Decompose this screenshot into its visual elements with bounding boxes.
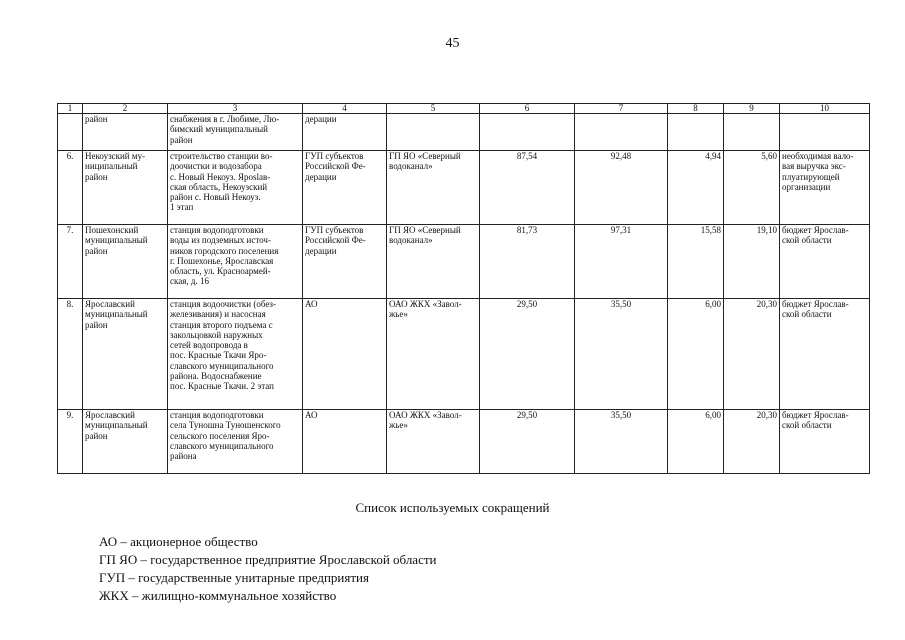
- column-header: 10: [780, 104, 870, 114]
- value-col9: [724, 114, 780, 151]
- value-col8: 4,94: [668, 151, 724, 225]
- value-col6: 81,73: [480, 225, 575, 299]
- district-cell: Некоузский му- ниципальный район: [83, 151, 168, 225]
- funding-source-cell: [780, 114, 870, 151]
- column-header: 8: [668, 104, 724, 114]
- value-col7: 35,50: [575, 410, 668, 474]
- value-col9: 20,30: [724, 299, 780, 410]
- value-col7: [575, 114, 668, 151]
- table-row: [58, 151, 870, 225]
- value-col6: 87,54: [480, 151, 575, 225]
- abbreviation-item: ГП ЯО – государственное предприятие Ярославской области: [99, 552, 437, 567]
- operator-cell: ОАО ЖКХ «Завол- жье»: [387, 299, 480, 410]
- owner-cell: ГУП субъектов Российской Фе- дерации: [303, 151, 387, 225]
- object-cell: станция водоподготовки села Туношна Туношенского сельского поселения Яро- славского муниципального района: [168, 410, 303, 474]
- value-col8: 6,00: [668, 410, 724, 474]
- funding-source-cell: необходимая вало- вая выручка экс- плуатирующей организации: [780, 151, 870, 225]
- value-col9: 5,60: [724, 151, 780, 225]
- operator-cell: [387, 114, 480, 151]
- row-number: 6.: [58, 151, 83, 225]
- row-number: 8.: [58, 299, 83, 410]
- district-cell: Ярославский муниципальный район: [83, 410, 168, 474]
- operator-cell: ГП ЯО «Северный водоканал»: [387, 225, 480, 299]
- value-col7: 97,31: [575, 225, 668, 299]
- funding-source-cell: бюджет Ярослав- ской области: [780, 410, 870, 474]
- district-cell: Ярославский муниципальный район: [83, 299, 168, 410]
- row-number: 7.: [58, 225, 83, 299]
- column-header: 1: [58, 104, 83, 114]
- row-number: [58, 114, 83, 151]
- owner-cell: дерации: [303, 114, 387, 151]
- object-cell: снабжения в г. Любиме, Лю- бимский муниципальный район: [168, 114, 303, 151]
- table-row: [58, 114, 870, 151]
- value-col6: 29,50: [480, 299, 575, 410]
- table-row: [58, 225, 870, 299]
- column-header: 6: [480, 104, 575, 114]
- owner-cell: ГУП субъектов Российской Фе- дерации: [303, 225, 387, 299]
- table-row: [58, 410, 870, 474]
- column-header: 9: [724, 104, 780, 114]
- funding-source-cell: бюджет Ярослав- ской области: [780, 225, 870, 299]
- value-col8: 6,00: [668, 299, 724, 410]
- owner-cell: АО: [303, 410, 387, 474]
- value-col8: [668, 114, 724, 151]
- district-cell: район: [83, 114, 168, 151]
- object-cell: станция водоочистки (обез- железивания) и насосная станция второго подъема с закольцовкой наружных сетей водопровода в пос. Красные Ткачи Яро- славского муниципального района. Водоснабжение пос. Красные Ткачи. 2 этап: [168, 299, 303, 410]
- owner-cell: АО: [303, 299, 387, 410]
- value-col7: 92,48: [575, 151, 668, 225]
- column-header: 4: [303, 104, 387, 114]
- value-col9: 20,30: [724, 410, 780, 474]
- abbreviations-title: Список используемых сокращений: [355, 500, 550, 515]
- operator-cell: ГП ЯО «Северный водоканал»: [387, 151, 480, 225]
- value-col9: 19,10: [724, 225, 780, 299]
- object-cell: станция водоподготовки воды из подземных источ- ников городского поселения г. Пошехонье, Ярославская область, ул. Красноармей- ская, д. 16: [168, 225, 303, 299]
- value-col6: 29,50: [480, 410, 575, 474]
- page-number: 45: [445, 36, 460, 51]
- column-number-row: [58, 104, 870, 114]
- abbreviation-item: ГУП – государственные унитарные предприятия: [99, 570, 369, 585]
- row-number: 9.: [58, 410, 83, 474]
- operator-cell: ОАО ЖКХ «Завол- жье»: [387, 410, 480, 474]
- investment-table: [57, 103, 870, 474]
- district-cell: Пошехонский муниципальный район: [83, 225, 168, 299]
- object-cell: строительство станции во- доочистки и водозабора с. Новый Некоуз. Яроslав- ская область, Некоузский район с. Новый Некоуз. 1 этап: [168, 151, 303, 225]
- column-header: 5: [387, 104, 480, 114]
- value-col6: [480, 114, 575, 151]
- funding-source-cell: бюджет Ярослав- ской области: [780, 299, 870, 410]
- column-header: 2: [83, 104, 168, 114]
- abbreviations-list: [99, 533, 436, 605]
- abbreviation-item: АО – акционерное общество: [99, 534, 258, 549]
- table-row: [58, 299, 870, 410]
- column-header: 3: [168, 104, 303, 114]
- value-col7: 35,50: [575, 299, 668, 410]
- value-col8: 15,58: [668, 225, 724, 299]
- column-header: 7: [575, 104, 668, 114]
- abbreviation-item: ЖКХ – жилищно-коммунальное хозяйство: [99, 588, 337, 603]
